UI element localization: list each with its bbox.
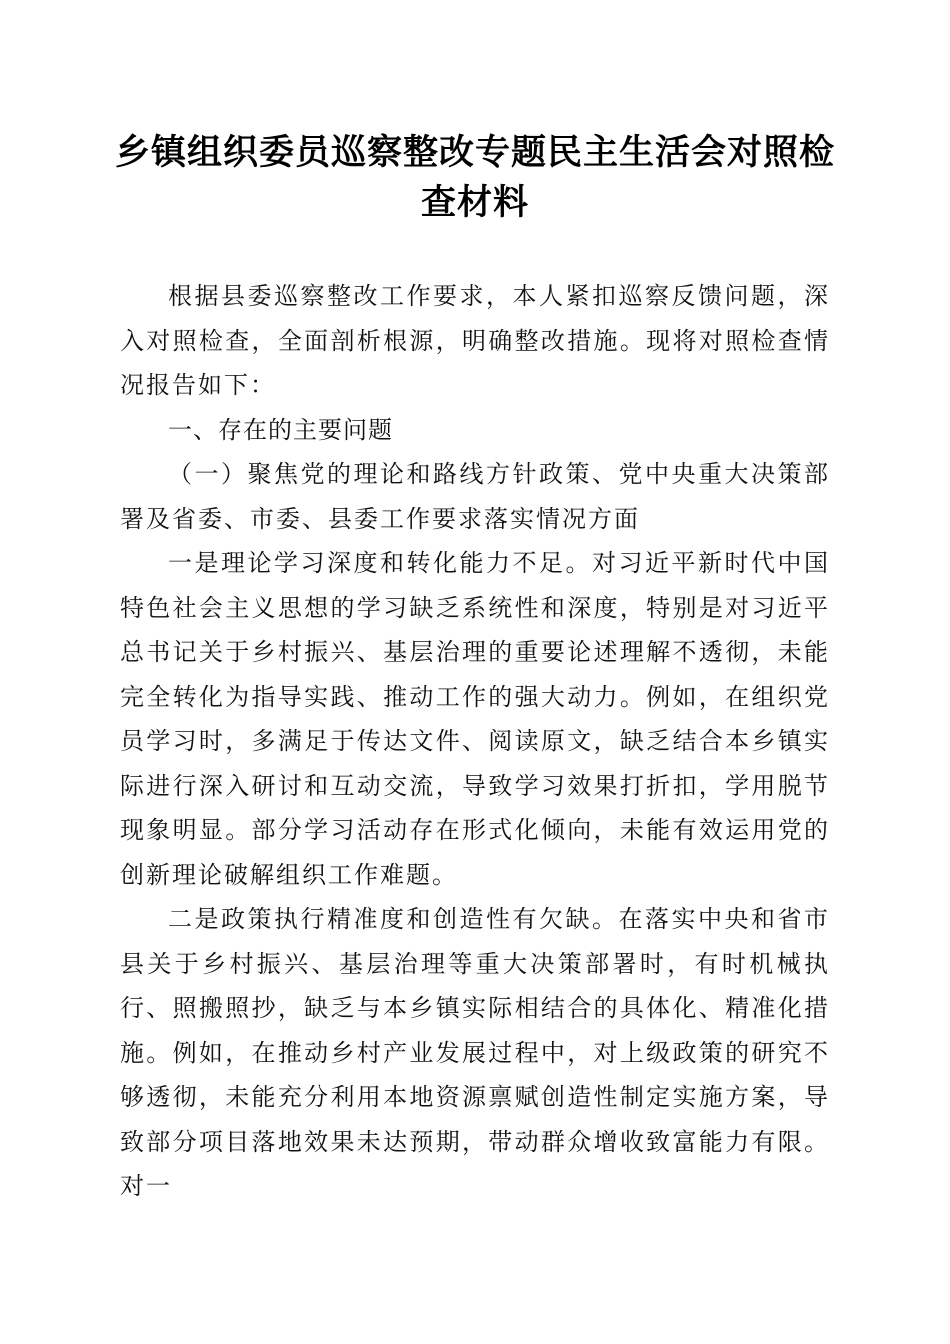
point-body: 对习近平新时代中国特色社会主义思想的学习缺乏系统性和深度，特别是对习近平总书记关于乡村振兴、基层治理的重要论述理解不透彻，未能完全转化为指导实践、推动工作的强大动力。例如，在组织党员学习时，多满足于传达文件、阅读原文，缺乏结合本乡镇实际进行深入研讨和互动交流，导致学习效果打折扣，学用脱节现象明显。部分学习活动存在形式化倾向，未能有效运用党的创新理论破解组织工作难题。 [120,549,830,889]
point-paragraph [120,541,830,897]
point-body: 在落实中央和省市县关于乡村振兴、基层治理等重大决策部署时，有时机械执行、照搬照抄，缺乏与本乡镇实际相结合的具体化、精准化措施。例如，在推动乡村产业发展过程中，对上级政策的研究不够透彻，未能充分利用本地资源禀赋创造性制定实施方案，导致部分项目落地效果未达预期，带动群众增收致富能力有限。对一 [120,905,830,1200]
point-lead: 一是理论学习深度和转化能力不足。 [168,549,592,577]
section-heading: 一、存在的主要问题 [168,415,393,444]
subsection-heading: （一）聚焦党的理论和路线方针政策、党中央重大决策部署及省委、市委、县委工作要求落实情况方面 [120,460,830,533]
point-lead: 二是政策执行精准度和创造性有欠缺。 [168,905,619,933]
document-title: 乡镇组织委员巡察整改专题民主生活会对照检查材料 [114,132,835,223]
document-body [120,274,830,1209]
point-paragraph [120,897,830,1209]
intro-paragraph: 根据县委巡察整改工作要求，本人紧扣巡察反馈问题，深入对照检查，全面剖析根源，明确整改措施。现将对照检查情况报告如下： [120,282,830,399]
